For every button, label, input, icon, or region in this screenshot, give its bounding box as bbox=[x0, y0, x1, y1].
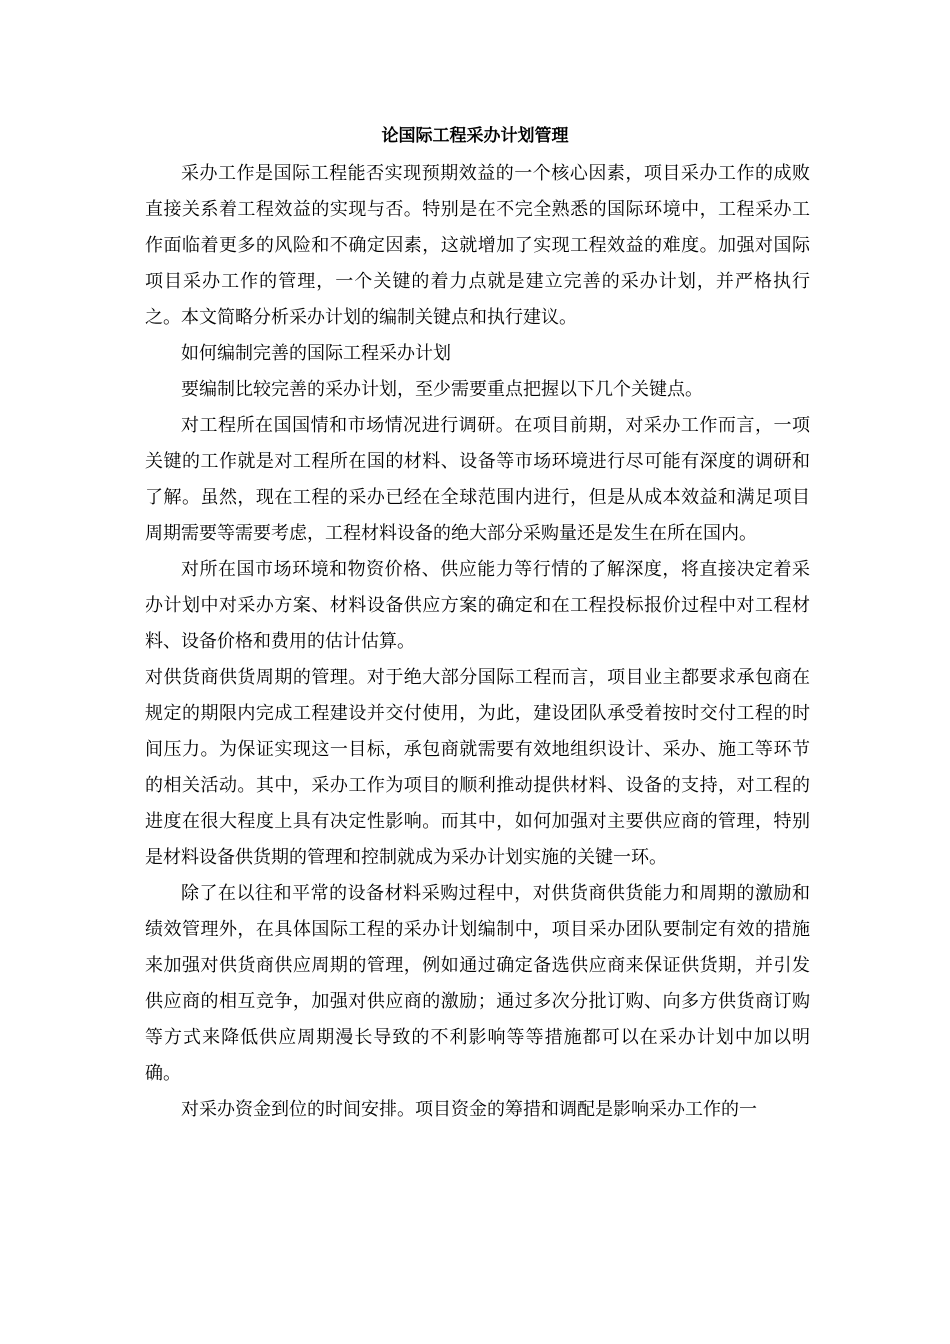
document-title: 论国际工程采办计划管理 bbox=[381, 126, 569, 146]
paragraph-5: 对所在国市场环境和物资价格、供应能力等行情的了解深度，将直接决定着采办计划中对采办方案、材料设备供应方案的确定和在工程投标报价过程中对工程材料、设备价格和费用的估计估算。 bbox=[145, 559, 810, 652]
paragraph-7: 除了在以往和平常的设备材料采购过程中，对供货商供货能力和周期的激励和绩效管理外，在具体国际工程的采办计划编制中，项目采办团队要制定有效的措施来加强对供货商供应周期的管理，例如通过确定备选供应商来保证供货期，并引发供应商的相互竞争，加强对供应商的激励；通过多次分批订购、向多方供货商订购等方式来降低供应周期漫长导致的不利影响等等措施都可以在采办计划中加以明确。 bbox=[145, 883, 810, 1084]
paragraph-2-heading: 如何编制完善的国际工程采办计划 bbox=[181, 343, 451, 364]
paragraph-1: 采办工作是国际工程能否实现预期效益的一个核心因素，项目采办工作的成败直接关系着工程效益的实现与否。特别是在不完全熟悉的国际环境中，工程采办工作面临着更多的风险和不确定因素，这就增加了实现工程效益的难度。加强对国际项目采办工作的管理，一个关键的着力点就是建立完善的采办计划，并严格执行之。本文简略分析采办计划的编制关键点和执行建议。 bbox=[145, 163, 810, 328]
paragraph-4: 对工程所在国国情和市场情况进行调研。在项目前期，对采办工作而言，一项关键的工作就是对工程所在国的材料、设备等市场环境进行尽可能有深度的调研和了解。虽然，现在工程的采办已经在全球范围内进行，但是从成本效益和满足项目周期需要等需要考虑，工程材料设备的绝大部分采购量还是发生在所在国内。 bbox=[145, 415, 810, 544]
paragraph-3: 要编制比较完善的采办计划，至少需要重点把握以下几个关键点。 bbox=[181, 379, 703, 400]
document-body bbox=[145, 156, 810, 1128]
paragraph-6: 对供货商供货周期的管理。对于绝大部分国际工程而言，项目业主都要求承包商在规定的期限内完成工程建设并交付使用，为此，建设团队承受着按时交付工程的时间压力。为保证实现这一目标，承包商就需要有效地组织设计、采办、施工等环节的相关活动。其中，采办工作为项目的顺利推动提供材料、设备的支持，对工程的进度在很大程度上具有决定性影响。而其中，如何加强对主要供应商的管理，特别是材料设备供货期的管理和控制就成为采办计划实施的关键一环。 bbox=[145, 667, 810, 868]
paragraph-8: 对采办资金到位的时间安排。项目资金的筹措和调配是影响采办工作的一 bbox=[181, 1099, 757, 1120]
